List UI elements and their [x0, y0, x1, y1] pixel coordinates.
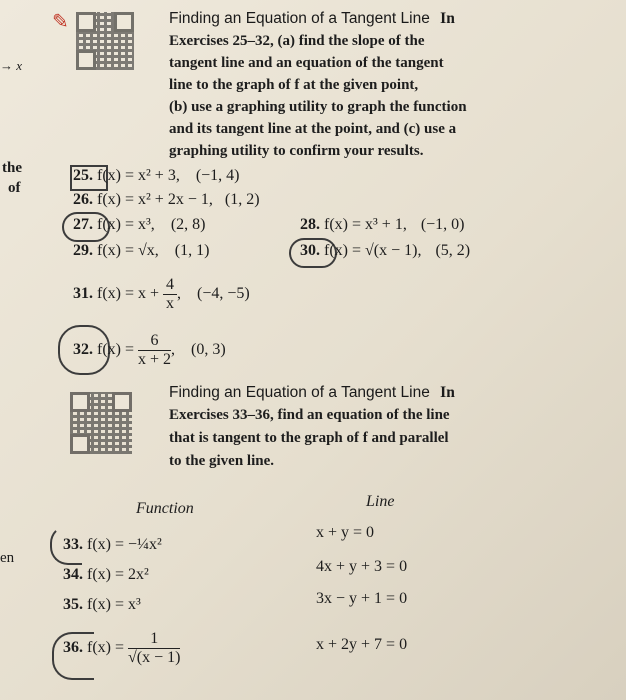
- exercise-number: 25.: [73, 167, 93, 184]
- exercise-function: f(x) = √(x − 1),: [324, 242, 422, 259]
- exercise-point: (−1, 0): [420, 216, 465, 233]
- exercise-function: f(x) = x³: [87, 596, 141, 613]
- red-pencil-icon: ✎: [52, 11, 69, 33]
- section2-body-line: that is tangent to the graph of f and parallel: [169, 430, 449, 446]
- section1-body-line: and its tangent line at the point, and (c) use a: [169, 121, 457, 137]
- exercise-comma: ,: [177, 285, 182, 303]
- exercise-function: f(x) = √x,: [97, 242, 159, 259]
- col-header-line: Line: [366, 493, 395, 510]
- exercise-32: [73, 332, 226, 369]
- section1-body-line: graphing utility to confirm your results.: [169, 143, 424, 159]
- exercise-number: 35.: [63, 596, 83, 613]
- exercise-30: [300, 242, 470, 260]
- section2-body-line: Exercises 33–36, find an equation of the line: [169, 407, 450, 423]
- exercise-number: 34.: [63, 566, 83, 583]
- exercise-number: 36.: [63, 639, 83, 657]
- exercise-point: (1, 1): [174, 242, 210, 259]
- section1-heading-text: Finding an Equation of a Tangent Line: [169, 10, 430, 27]
- exercise-function: f(x) =: [97, 341, 135, 359]
- fraction-numerator: 4: [163, 276, 177, 295]
- margin-the: the: [2, 160, 22, 176]
- table-row-34: [63, 566, 149, 584]
- exercise-26: [73, 191, 260, 209]
- exercise-fraction: [138, 332, 171, 369]
- fraction-numerator: 6: [138, 332, 171, 351]
- fraction-denominator: x + 2: [138, 351, 172, 368]
- exercise-point: (−4, −5): [197, 285, 250, 303]
- exercise-function: f(x) = −¼x²: [87, 536, 162, 553]
- table-row-34-line: 4x + y + 3 = 0: [316, 558, 408, 575]
- section1-body-line: line to the graph of f at the given point,: [169, 77, 419, 93]
- fraction-denominator: x: [166, 295, 175, 312]
- table-row-33: [63, 536, 162, 554]
- section1-body-line: Exercises 25–32, (a) find the slope of the: [169, 33, 425, 49]
- table-row-36: [63, 630, 180, 667]
- section2-heading: [169, 384, 455, 402]
- section1-body-line: tangent line and an equation of the tangent: [169, 55, 444, 71]
- qr-code-icon: [76, 12, 134, 70]
- exercise-number: 26.: [73, 191, 93, 208]
- exercise-function: f(x) = x² + 3,: [97, 167, 180, 184]
- margin-arrow-x: → x: [0, 58, 23, 73]
- section2-body-line: to the given line.: [169, 453, 274, 469]
- margin-en: en: [0, 550, 15, 566]
- exercise-point: (2, 8): [170, 216, 206, 233]
- exercise-function: f(x) = x³,: [97, 216, 155, 233]
- col-header-function: Function: [136, 500, 194, 517]
- exercise-29: [73, 242, 209, 260]
- exercise-number: 31.: [73, 285, 93, 303]
- exercise-point: (0, 3): [191, 341, 226, 359]
- exercise-25: [73, 167, 240, 185]
- fraction-numerator: 1: [128, 630, 180, 649]
- section2-heading-text: Finding an Equation of a Tangent Line: [169, 384, 430, 401]
- table-row-35: [63, 596, 141, 614]
- margin-of: of: [8, 180, 21, 196]
- section1-body-line: (b) use a graphing utility to graph the function: [169, 99, 467, 115]
- section1-heading-in: In: [440, 10, 455, 27]
- section2-heading-in: In: [440, 384, 455, 401]
- exercise-number: 28.: [300, 216, 320, 233]
- qr-code-icon: [70, 392, 132, 454]
- exercise-comma: ,: [171, 341, 176, 359]
- exercise-point: (1, 2): [224, 191, 260, 208]
- table-row-33-line: x + y = 0: [316, 524, 375, 541]
- fraction-denominator: √(x − 1): [128, 649, 181, 666]
- exercise-fraction: [163, 276, 177, 313]
- exercise-point: (−1, 4): [195, 167, 240, 184]
- section1-body: [169, 30, 614, 162]
- exercise-number: 33.: [63, 536, 83, 553]
- exercise-number: 30.: [300, 242, 320, 259]
- table-row-36-line: x + 2y + 7 = 0: [316, 636, 408, 653]
- section1-heading: [169, 10, 455, 28]
- section2-body: [169, 404, 614, 473]
- exercise-function: f(x) =: [87, 639, 125, 657]
- exercise-function: f(x) = x³ + 1,: [324, 216, 407, 233]
- exercise-number: 27.: [73, 216, 93, 233]
- exercise-number: 29.: [73, 242, 93, 259]
- exercise-fraction: [128, 630, 180, 667]
- exercise-function: f(x) = x² + 2x − 1,: [97, 191, 213, 208]
- exercise-number: 32.: [73, 341, 93, 359]
- exercise-point: (5, 2): [435, 242, 471, 259]
- table-row-35-line: 3x − y + 1 = 0: [316, 590, 408, 607]
- exercise-function: f(x) = 2x²: [87, 566, 149, 583]
- exercise-31: [73, 276, 250, 313]
- exercise-function: f(x) = x +: [97, 285, 160, 303]
- exercise-27: [73, 216, 205, 234]
- exercise-28: [300, 216, 465, 234]
